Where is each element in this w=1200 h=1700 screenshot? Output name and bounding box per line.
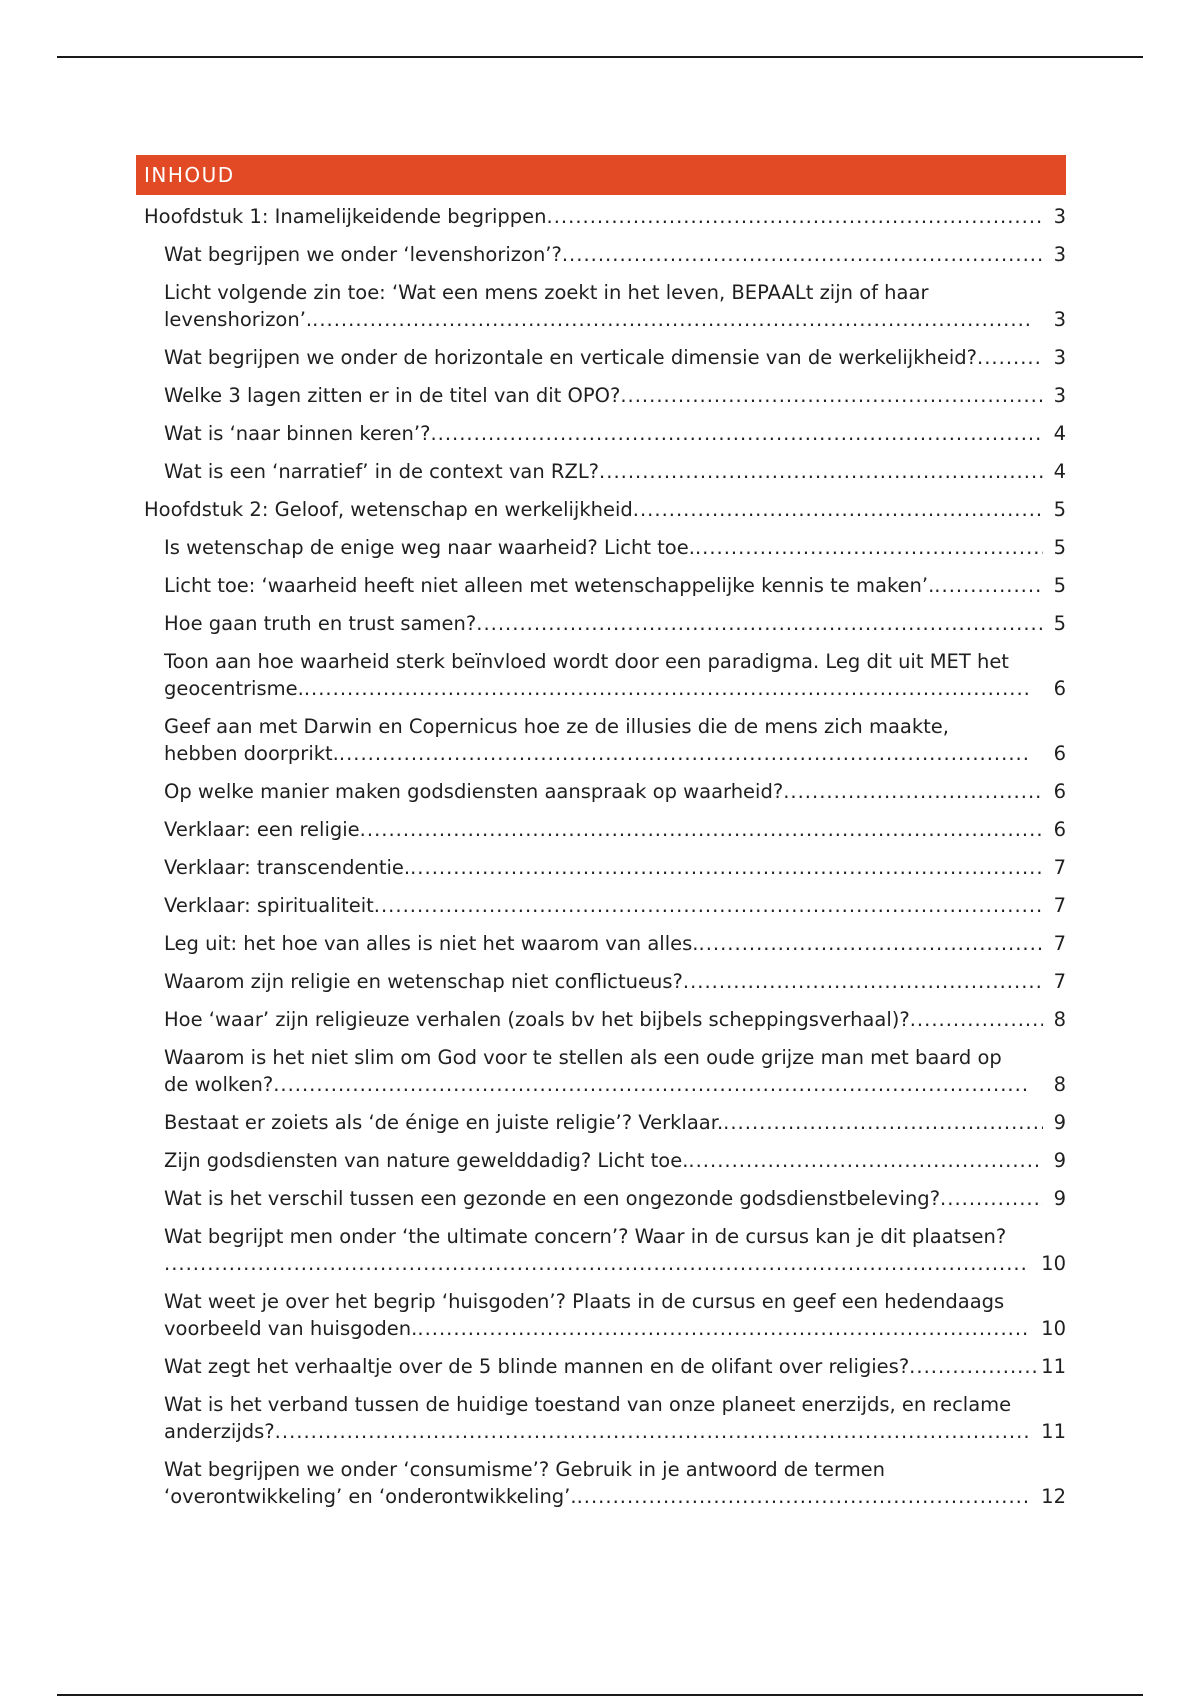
toc-page-number: 3 bbox=[1043, 241, 1066, 268]
toc-entry-title-continued: anderzijds? ..... bbox=[164, 1418, 1030, 1445]
toc-entry-title: Waarom is het niet slim om God voor te stellen als een oude grijze man met baard op bbox=[164, 1046, 1002, 1069]
toc-section-entry[interactable] bbox=[136, 930, 1066, 957]
toc-entry-title: Wat is het verschil tussen een gezonde en een ongezonde godsdienstbeleving? bbox=[164, 1187, 941, 1210]
toc-entry-title: Geef aan met Darwin en Copernicus hoe ze de illusies die de mens zich maakte, bbox=[164, 715, 949, 738]
toc-entry-title: Wat begrijpen we onder ‘consumisme’? Gebruik in je antwoord de termen bbox=[164, 1458, 886, 1481]
toc-section-entry[interactable] bbox=[136, 279, 1066, 333]
toc-page-number: 5 bbox=[1043, 572, 1066, 599]
toc-entry-title: Op welke manier maken godsdiensten aanspraak op waarheid? bbox=[164, 780, 784, 803]
toc-section-entry[interactable] bbox=[136, 1109, 1066, 1136]
toc-entry-title: Waarom zijn religie en wetenschap niet conflictueus? bbox=[164, 970, 683, 993]
toc-page-number: 3 bbox=[1043, 344, 1066, 371]
toc-section-entry[interactable] bbox=[136, 420, 1066, 447]
toc-section-entry[interactable] bbox=[136, 968, 1066, 995]
toc-entry-title-continued: hebben doorprikt. ..... bbox=[164, 740, 1030, 767]
toc-section-entry[interactable] bbox=[136, 1223, 1066, 1277]
toc-section-entry[interactable] bbox=[136, 1353, 1066, 1380]
toc-section-entry[interactable] bbox=[136, 458, 1066, 485]
toc-entry-title: Wat zegt het verhaaltje over de 5 blinde mannen en de olifant over religies? bbox=[164, 1355, 910, 1378]
toc-entry-title: Zijn godsdiensten van nature gewelddadig? Licht toe. bbox=[164, 1149, 689, 1172]
toc-page-number: 7 bbox=[1043, 854, 1066, 881]
toc-section-entry[interactable] bbox=[136, 1456, 1066, 1510]
toc-section-entry[interactable] bbox=[136, 892, 1066, 919]
toc-entry-title: Welke 3 lagen zitten er in de titel van dit OPO? bbox=[164, 384, 621, 407]
toc-section-entry[interactable] bbox=[136, 241, 1066, 268]
toc-entry-title-continued: levenshorizon’. ..... bbox=[164, 306, 1030, 333]
toc-section-entry[interactable] bbox=[136, 382, 1066, 409]
toc-entry-title: Is wetenschap de enige weg naar waarheid? Licht toe. bbox=[164, 536, 695, 559]
toc-section-entry[interactable] bbox=[136, 648, 1066, 702]
toc-entry-title: Wat is een ‘narratief’ in de context van RZL? bbox=[164, 460, 600, 483]
toc-section-entry[interactable] bbox=[136, 572, 1066, 599]
toc-section-entry[interactable] bbox=[136, 1391, 1066, 1445]
toc-entry-title: Wat is het verband tussen de huidige toestand van onze planeet enerzijds, en reclame bbox=[164, 1393, 1012, 1416]
toc-entry-title-continued: geocentrisme. ..... bbox=[164, 675, 1030, 702]
toc-section-entry[interactable] bbox=[136, 1147, 1066, 1174]
toc-entry-title: Wat is ‘naar binnen keren’? bbox=[164, 422, 431, 445]
toc-section-entry[interactable] bbox=[136, 1288, 1066, 1342]
toc-page-number: 3 bbox=[1043, 306, 1066, 333]
footer-rule bbox=[57, 1694, 1143, 1696]
toc-page-number: 4 bbox=[1043, 458, 1066, 485]
toc-section-entry[interactable] bbox=[136, 1006, 1066, 1033]
toc-section-entry[interactable] bbox=[136, 534, 1066, 561]
toc-page-number: 7 bbox=[1043, 968, 1066, 995]
toc-entry-title: Licht volgende zin toe: ‘Wat een mens zoekt in het leven, BEPAALt zijn of haar bbox=[164, 281, 929, 304]
table-of-contents bbox=[136, 155, 1066, 1521]
toc-entry-title: Verklaar: transcendentie. bbox=[164, 856, 411, 879]
toc-entry-title: Verklaar: spiritualiteit bbox=[164, 894, 374, 917]
toc-page-number: 9 bbox=[1043, 1185, 1066, 1212]
toc-page-number: 7 bbox=[1043, 930, 1066, 957]
toc-page-number: 5 bbox=[1043, 496, 1066, 523]
header-rule bbox=[57, 56, 1143, 58]
toc-entry-title-continued: de wolken? ..... bbox=[164, 1071, 1030, 1098]
toc-entry-title: Licht toe: ‘waarheid heeft niet alleen met wetenschappelijke kennis te maken’. bbox=[164, 574, 935, 597]
toc-page-number: 6 bbox=[1043, 816, 1066, 843]
toc-page-number: 6 bbox=[1043, 675, 1066, 702]
toc-entry-title: Hoe ‘waar’ zijn religieuze verhalen (zoals bv het bijbels scheppingsverhaal)? bbox=[164, 1008, 910, 1031]
toc-entry-title-continued: voorbeeld van huisgoden. ..... bbox=[164, 1315, 1030, 1342]
toc-entry-title: Leg uit: het hoe van alles is niet het waarom van alles. bbox=[164, 932, 699, 955]
toc-page-number: 7 bbox=[1043, 892, 1066, 919]
toc-page-number: 8 bbox=[1043, 1006, 1066, 1033]
toc-page-number: 8 bbox=[1043, 1071, 1066, 1098]
toc-entry-title: Toon aan hoe waarheid sterk beïnvloed wordt door een paradigma. Leg dit uit MET het bbox=[164, 650, 1009, 673]
toc-page-number: 4 bbox=[1043, 420, 1066, 447]
toc-section-entry[interactable] bbox=[136, 610, 1066, 637]
toc-chapter-entry[interactable] bbox=[136, 203, 1066, 230]
toc-entry-title: Hoe gaan truth en trust samen? bbox=[164, 612, 477, 635]
toc-page-number: 11 bbox=[1038, 1353, 1066, 1380]
toc-section-entry[interactable] bbox=[136, 778, 1066, 805]
toc-entry-title-continued bbox=[164, 1250, 1030, 1277]
toc-entry-title: Wat begrijpen we onder de horizontale en verticale dimensie van de werkelijkheid? bbox=[164, 346, 978, 369]
toc-section-entry[interactable] bbox=[136, 713, 1066, 767]
toc-chapter-entry[interactable] bbox=[136, 496, 1066, 523]
toc-entries bbox=[136, 203, 1066, 1510]
toc-page-number: 6 bbox=[1043, 740, 1066, 767]
toc-entry-title: Wat weet je over het begrip ‘huisgoden’? Plaats in de cursus en geef een hedendaags bbox=[164, 1290, 1005, 1313]
toc-section-entry[interactable] bbox=[136, 816, 1066, 843]
toc-page-number: 6 bbox=[1043, 778, 1066, 805]
toc-page-number: 10 bbox=[1038, 1250, 1066, 1277]
toc-page-number: 3 bbox=[1043, 203, 1066, 230]
toc-page-number: 10 bbox=[1038, 1315, 1066, 1342]
toc-page-number: 9 bbox=[1043, 1109, 1066, 1136]
toc-page-number: 12 bbox=[1038, 1483, 1066, 1510]
toc-section-entry[interactable] bbox=[136, 1044, 1066, 1098]
toc-entry-title-continued: ‘overontwikkeling’ en ‘onderontwikkeling’. ..... bbox=[164, 1483, 1030, 1510]
toc-entry-title: Hoofdstuk 2: Geloof, wetenschap en werkelijkheid bbox=[144, 498, 633, 521]
toc-section-entry[interactable] bbox=[136, 344, 1066, 371]
toc-title: INHOUD bbox=[136, 155, 1066, 195]
toc-section-entry[interactable] bbox=[136, 854, 1066, 881]
toc-entry-title: Hoofdstuk 1: Inamelijkeidende begrippen bbox=[144, 205, 547, 228]
toc-entry-title: Bestaat er zoiets als ‘de énige en juiste religie’? Verklaar. bbox=[164, 1111, 724, 1134]
toc-page-number: 11 bbox=[1038, 1418, 1066, 1445]
toc-page-number: 5 bbox=[1043, 534, 1066, 561]
toc-entry-title: Verklaar: een religie bbox=[164, 818, 360, 841]
toc-section-entry[interactable] bbox=[136, 1185, 1066, 1212]
toc-page-number: 9 bbox=[1043, 1147, 1066, 1174]
toc-page-number: 5 bbox=[1043, 610, 1066, 637]
toc-page-number: 3 bbox=[1043, 382, 1066, 409]
toc-entry-title: Wat begrijpen we onder ‘levenshorizon’? bbox=[164, 243, 562, 266]
toc-entry-title: Wat begrijpt men onder ‘the ultimate concern’? Waar in de cursus kan je dit plaatsen? bbox=[164, 1225, 1007, 1248]
